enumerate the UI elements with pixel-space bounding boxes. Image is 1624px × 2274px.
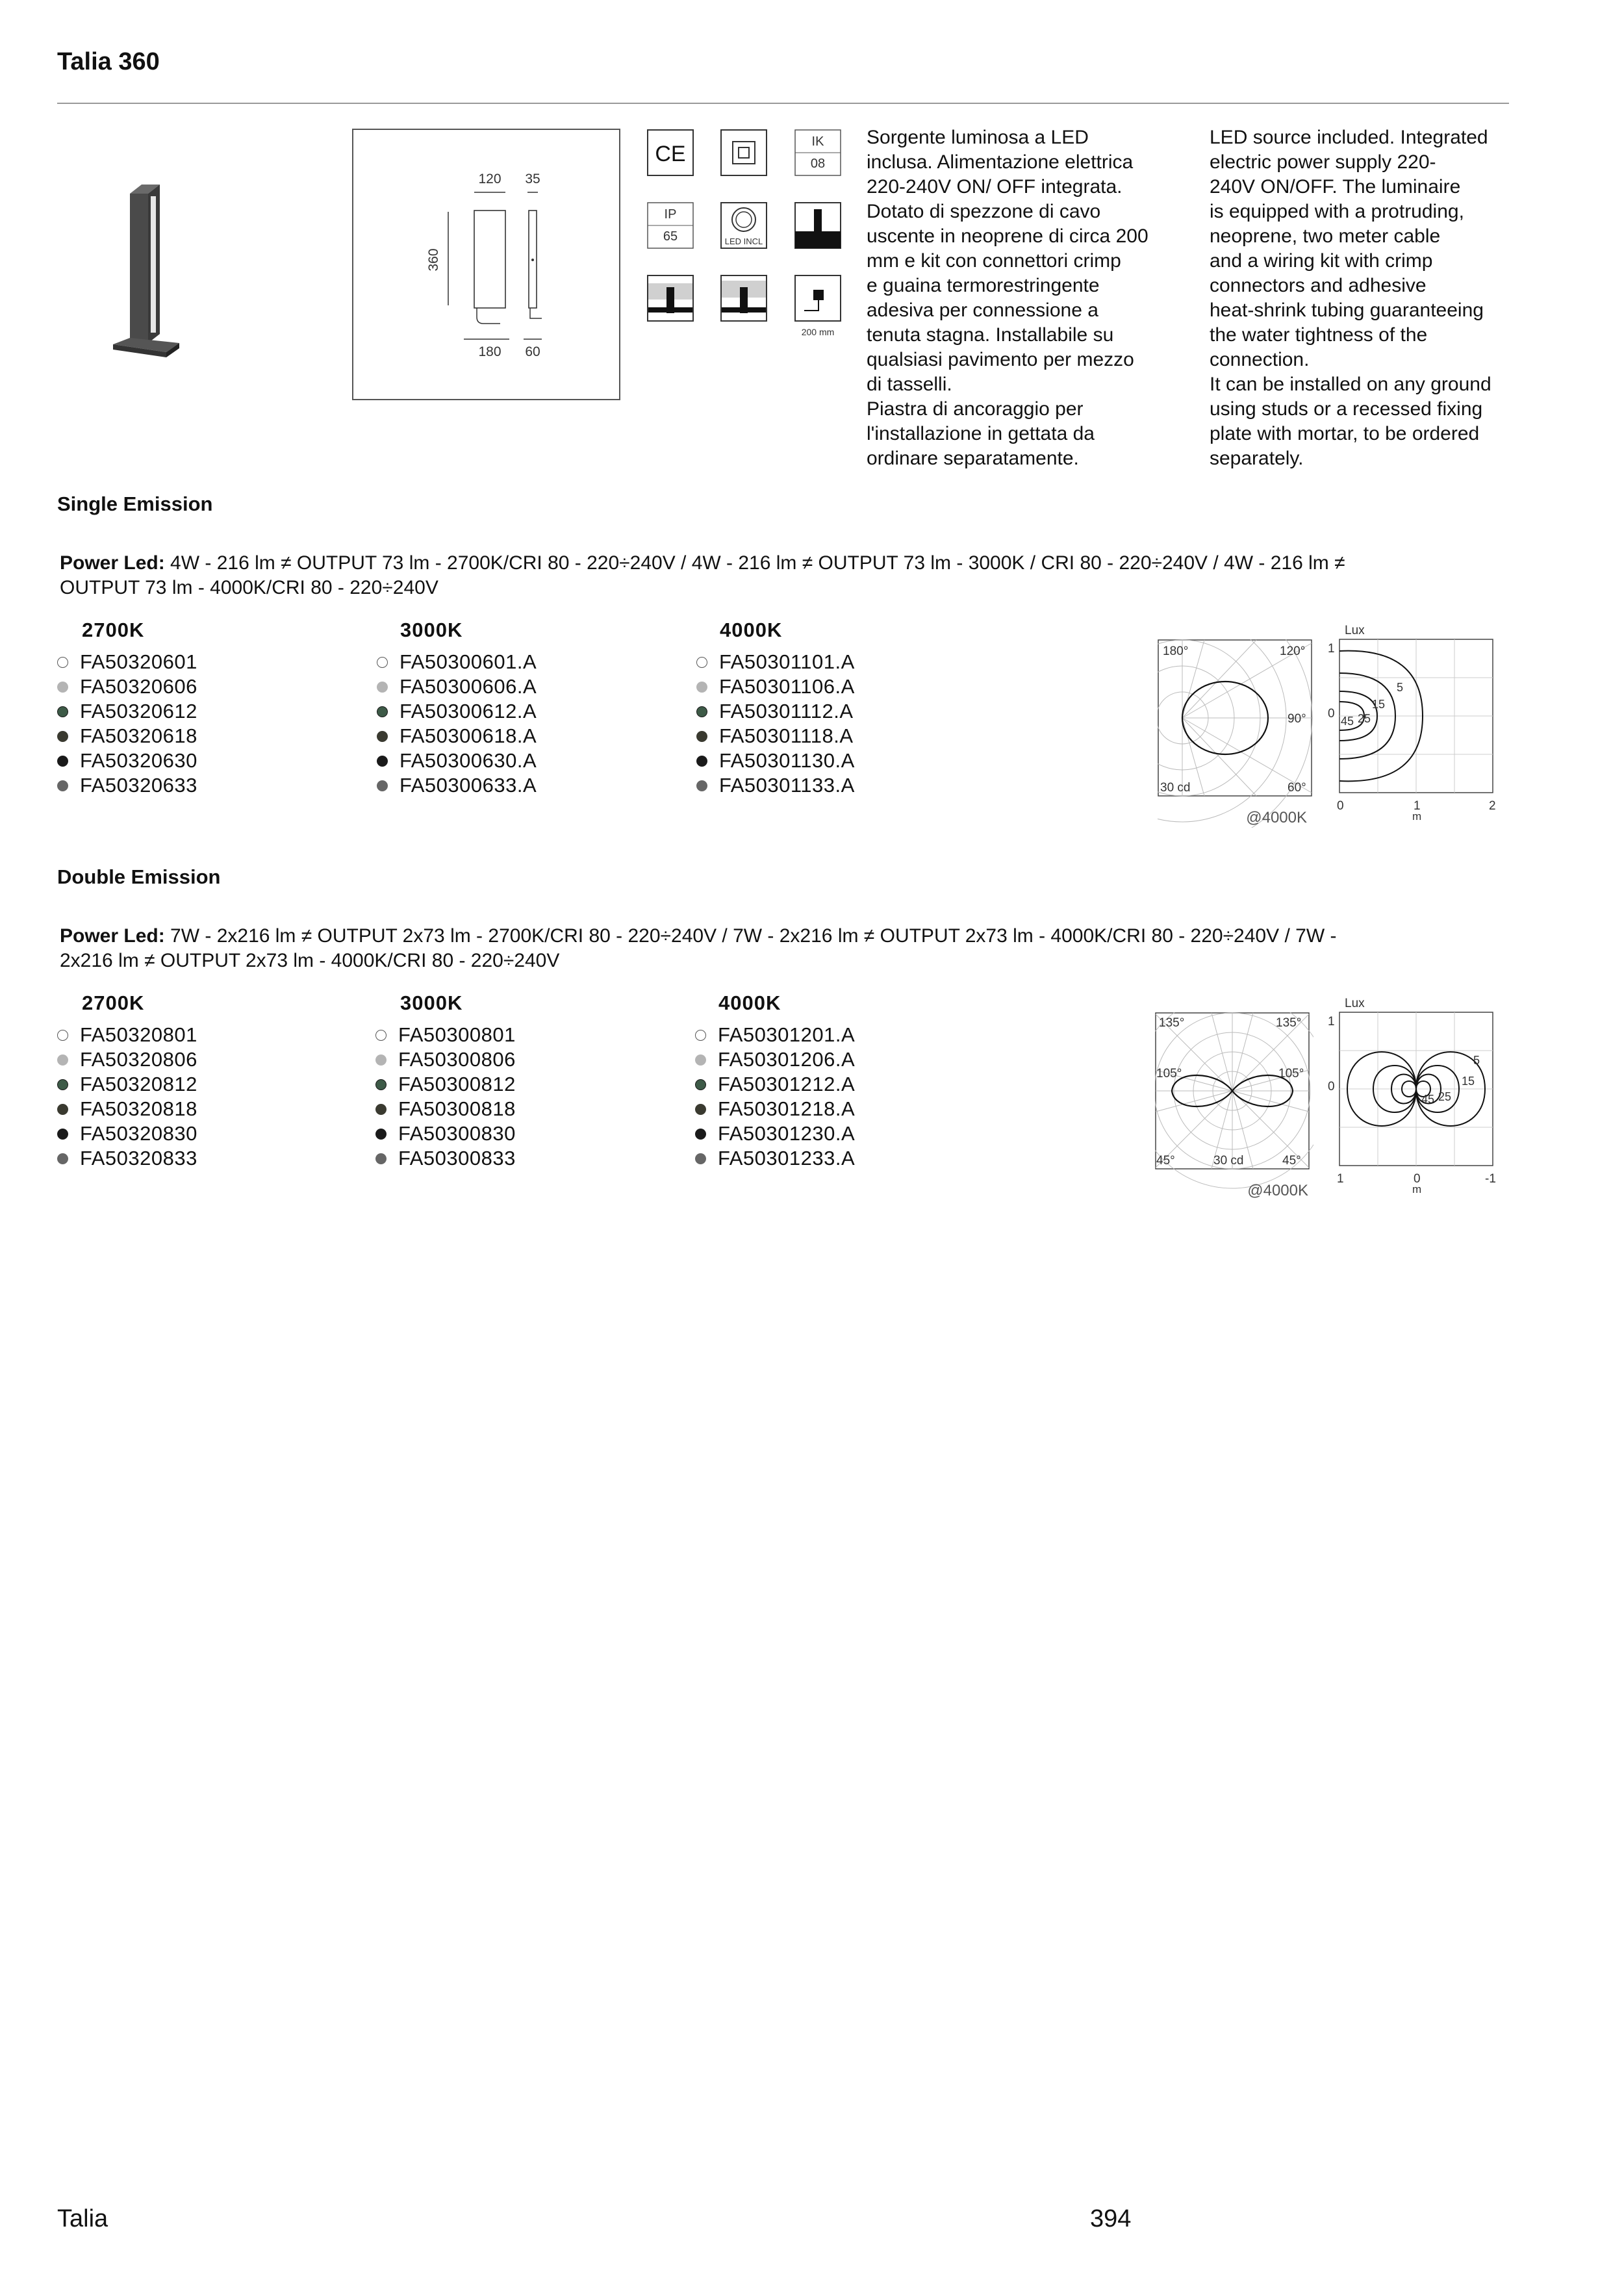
- double-polar-diagram: [1155, 1012, 1313, 1201]
- text-line: Dotato di spezzone di cavo: [867, 201, 1101, 222]
- finish-swatch: [377, 756, 388, 767]
- list-item: [696, 650, 855, 674]
- color-temp-note: @4000K: [1246, 809, 1307, 826]
- product-code: FA50301201.A: [718, 1023, 856, 1046]
- list-item: [377, 724, 537, 748]
- finish-swatch: [57, 780, 68, 791]
- single-power-spec: [60, 551, 1502, 600]
- polar-label: 105°: [1156, 1067, 1182, 1080]
- lux-axis-label: 0: [1328, 1080, 1335, 1093]
- list-item: [695, 1047, 855, 1072]
- product-code: FA50300633.A: [400, 774, 537, 797]
- finish-swatch: [57, 682, 68, 693]
- lux-axis-label: 0: [1414, 1172, 1421, 1186]
- column-header: 4000K: [718, 991, 781, 1014]
- product-code: FA50320633: [80, 774, 197, 797]
- list-item: [57, 1023, 197, 1047]
- product-code: FA50300630.A: [400, 749, 537, 772]
- text-line: inclusa. Alimentazione elettrica: [867, 151, 1134, 173]
- finish-swatch: [57, 1079, 68, 1090]
- finish-swatch: [375, 1030, 387, 1041]
- double-code-list-4000k: [695, 1023, 855, 1171]
- text-line: e guaina termorestringente: [867, 275, 1100, 296]
- list-item: [57, 674, 197, 699]
- text-line: Piastra di ancoraggio per: [867, 398, 1084, 420]
- text-line: 240V ON/OFF. The luminaire: [1210, 176, 1461, 198]
- product-code: FA50300606.A: [400, 675, 537, 698]
- text-line: separately.: [1210, 448, 1304, 469]
- page-number: 394: [1090, 2205, 1132, 2232]
- text-line: uscente in neoprene di circa 200: [867, 225, 1148, 247]
- list-item: [57, 699, 197, 724]
- list-item: [377, 699, 537, 724]
- product-code: FA50301130.A: [719, 749, 855, 772]
- finish-swatch: [377, 657, 388, 668]
- product-code: FA50300830: [398, 1122, 516, 1145]
- list-item: [695, 1097, 855, 1121]
- lux-unit: m: [1412, 1183, 1422, 1195]
- power-line: OUTPUT 73 lm - 4000K/CRI 80 - 220÷240V: [60, 577, 438, 598]
- dim-depth-top: 35: [525, 172, 540, 186]
- contour-label: 5: [1473, 1054, 1480, 1067]
- product-code: FA50300833: [398, 1147, 516, 1169]
- product-image: [104, 182, 208, 377]
- polar-label: 30 cd: [1160, 781, 1191, 795]
- ip-label: IP: [664, 207, 677, 222]
- technical-drawing: [352, 129, 620, 400]
- lux-axis-label: 0: [1328, 707, 1335, 721]
- product-code: FA50300801: [398, 1023, 516, 1046]
- double-col-4000k: [718, 991, 781, 1015]
- list-item: [57, 1097, 197, 1121]
- polar-label: 45°: [1282, 1154, 1301, 1168]
- finish-swatch: [57, 1054, 68, 1066]
- polar-label: 30 cd: [1213, 1154, 1244, 1168]
- product-code: FA50320833: [80, 1147, 197, 1169]
- finish-swatch: [57, 1104, 68, 1115]
- product-code: FA50300818: [398, 1097, 516, 1120]
- power-label: Power Led:: [60, 925, 165, 947]
- text-line: electric power supply 220-: [1210, 151, 1436, 173]
- lux-title: Lux: [1345, 997, 1365, 1010]
- list-item: [695, 1072, 855, 1097]
- single-emission-heading: Single Emission: [57, 492, 213, 515]
- finish-swatch: [377, 731, 388, 742]
- list-item: [57, 773, 197, 798]
- color-temp-note: @4000K: [1247, 1182, 1308, 1199]
- product-code: FA50301212.A: [718, 1073, 856, 1095]
- product-code: FA50300812: [398, 1073, 516, 1095]
- lux-axis-label: 1: [1328, 642, 1335, 656]
- text-line: Sorgente luminosa a LED: [867, 127, 1089, 148]
- list-item: [375, 1121, 516, 1146]
- product-code: FA50320612: [80, 700, 197, 722]
- text-line: 220-240V ON/ OFF integrata.: [867, 176, 1123, 198]
- column-header: 3000K: [400, 991, 463, 1014]
- finish-swatch: [695, 1129, 706, 1140]
- power-line: 7W - 2x216 lm ≠ OUTPUT 2x73 lm - 2700K/CRI 80 - 220÷240V / 7W - 2x216 lm ≠ OUTPUT 2x73 lm - 4000K/CRI 80 - 220÷240V / 7W -: [164, 925, 1337, 947]
- single-col-3000k: [400, 619, 463, 642]
- double-col-2700k: [82, 991, 144, 1015]
- polar-label: 135°: [1159, 1016, 1185, 1030]
- lux-axis-label: 1: [1337, 1172, 1344, 1186]
- product-code: FA50301233.A: [718, 1147, 856, 1169]
- finish-swatch: [695, 1153, 706, 1164]
- polar-label: 120°: [1280, 645, 1306, 658]
- finish-swatch: [57, 1129, 68, 1140]
- double-col-3000k: [400, 991, 463, 1015]
- finish-swatch: [57, 1153, 68, 1164]
- list-item: [375, 1047, 516, 1072]
- product-code: FA50301218.A: [718, 1097, 856, 1120]
- product-code: FA50320601: [80, 650, 197, 673]
- text-line: di tasselli.: [867, 374, 952, 395]
- product-code: FA50300601.A: [400, 650, 537, 673]
- text-line: connection.: [1210, 349, 1310, 370]
- description-english: [1210, 125, 1515, 471]
- contour-label: 5: [1397, 681, 1404, 694]
- polar-label: 135°: [1276, 1016, 1302, 1030]
- text-line: using studs or a recessed fixing: [1210, 398, 1483, 420]
- polar-label: 105°: [1278, 1067, 1304, 1080]
- finish-swatch: [696, 682, 707, 693]
- finish-swatch: [696, 780, 707, 791]
- product-code: FA50320812: [80, 1073, 197, 1095]
- finish-swatch: [696, 657, 707, 668]
- list-item: [57, 1047, 197, 1072]
- list-item: [57, 748, 197, 773]
- list-item: [375, 1072, 516, 1097]
- product-code: FA50301112.A: [719, 700, 854, 722]
- text-line: connectors and adhesive: [1210, 275, 1427, 296]
- text-line: is equipped with a protruding,: [1210, 201, 1464, 222]
- product-code: FA50320630: [80, 749, 197, 772]
- ce-mark-icon: CE: [655, 142, 686, 166]
- polar-label: 90°: [1288, 712, 1306, 726]
- list-item: [57, 1072, 197, 1097]
- ik-label: IK: [811, 134, 824, 149]
- list-item: [695, 1121, 855, 1146]
- list-item: [377, 650, 537, 674]
- list-item: [375, 1146, 516, 1171]
- contour-label: 25: [1438, 1090, 1452, 1103]
- lux-axis-label: 1: [1414, 799, 1421, 813]
- product-code: FA50300612.A: [400, 700, 537, 722]
- product-code: FA50301133.A: [719, 774, 855, 797]
- led-incl-label: LED INCL: [724, 236, 763, 246]
- list-item: [696, 674, 855, 699]
- dim-height: 360: [426, 248, 441, 272]
- product-code: FA50301118.A: [719, 724, 854, 747]
- product-code: FA50301101.A: [719, 650, 855, 673]
- finish-swatch: [375, 1153, 387, 1164]
- product-code: FA50300618.A: [400, 724, 537, 747]
- cable-length-label: 200 mm: [801, 327, 835, 337]
- single-polar-diagram: [1158, 639, 1313, 828]
- finish-swatch: [696, 706, 707, 717]
- finish-swatch: [695, 1054, 706, 1066]
- text-line: adesiva per connessione a: [867, 300, 1098, 321]
- dim-width-top: 120: [478, 172, 501, 186]
- product-code: FA50320818: [80, 1097, 197, 1120]
- contour-label: 15: [1372, 698, 1386, 711]
- product-code: FA50301230.A: [718, 1122, 856, 1145]
- column-header: 2700K: [82, 991, 145, 1014]
- finish-swatch: [696, 756, 707, 767]
- finish-swatch: [377, 780, 388, 791]
- contour-label: 45: [1421, 1093, 1435, 1106]
- finish-swatch: [695, 1079, 706, 1090]
- certification-icons: [643, 127, 851, 348]
- single-code-list-4000k: [696, 650, 855, 798]
- list-item: [696, 724, 855, 748]
- finish-swatch: [375, 1079, 387, 1090]
- finish-swatch: [57, 657, 68, 668]
- ik-value: 08: [810, 157, 826, 171]
- text-line: neoprene, two meter cable: [1210, 225, 1441, 247]
- page-title: Talia 360: [57, 48, 160, 75]
- polar-label: 45°: [1156, 1154, 1175, 1168]
- lux-axis-label: 0: [1337, 799, 1344, 813]
- single-code-list-3000k: [377, 650, 537, 798]
- product-code: FA50301106.A: [719, 675, 855, 698]
- list-item: [695, 1023, 855, 1047]
- list-item: [57, 1121, 197, 1146]
- header-divider: [57, 103, 1509, 104]
- finish-swatch: [57, 756, 68, 767]
- list-item: [57, 650, 197, 674]
- list-item: [375, 1097, 516, 1121]
- finish-swatch: [695, 1030, 706, 1041]
- list-item: [696, 748, 855, 773]
- column-header: 2700K: [82, 619, 145, 641]
- dim-width-bottom: 180: [478, 344, 501, 359]
- list-item: [57, 724, 197, 748]
- finish-swatch: [695, 1104, 706, 1115]
- ground-mount-icon: [814, 209, 822, 235]
- power-label: Power Led:: [60, 552, 165, 574]
- text-line: mm e kit con connettori crimp: [867, 250, 1121, 272]
- text-line: and a wiring kit with crimp: [1210, 250, 1433, 272]
- lux-unit: m: [1412, 810, 1422, 823]
- finish-swatch: [375, 1129, 387, 1140]
- text-line: l'installazione in gettata da: [867, 423, 1095, 444]
- lux-title: Lux: [1345, 624, 1365, 637]
- single-emission-icon: [666, 287, 674, 313]
- cable-icon: [813, 290, 824, 300]
- single-lux-diagram: [1325, 621, 1507, 829]
- list-item: [377, 748, 537, 773]
- text-line: LED source included. Integrated: [1210, 127, 1488, 148]
- finish-swatch: [57, 1030, 68, 1041]
- dim-depth-bottom: 60: [525, 344, 540, 359]
- single-col-4000k: [720, 619, 782, 642]
- product-code: FA50320606: [80, 675, 197, 698]
- contour-label: 45: [1341, 715, 1354, 728]
- power-line: 2x216 lm ≠ OUTPUT 2x73 lm - 4000K/CRI 80 - 220÷240V: [60, 950, 560, 971]
- finish-swatch: [377, 682, 388, 693]
- single-code-list-2700k: [57, 650, 197, 798]
- product-code: FA50320801: [80, 1023, 197, 1046]
- lux-axis-label: -1: [1485, 1172, 1496, 1186]
- list-item: [696, 773, 855, 798]
- product-code: FA50320806: [80, 1048, 197, 1071]
- contour-label: 25: [1358, 712, 1371, 725]
- product-code: FA50301206.A: [718, 1048, 856, 1071]
- text-line: the water tightness of the: [1210, 324, 1428, 346]
- text-line: ordinare separatamente.: [867, 448, 1079, 469]
- finish-swatch: [696, 731, 707, 742]
- finish-swatch: [375, 1054, 387, 1066]
- finish-swatch: [377, 706, 388, 717]
- double-code-list-3000k: [375, 1023, 516, 1171]
- text-line: heat-shrink tubing guaranteeing: [1210, 300, 1484, 321]
- lux-axis-label: 1: [1328, 1015, 1335, 1028]
- footer-collection-name: Talia: [57, 2205, 108, 2232]
- lux-axis-label: 2: [1489, 799, 1496, 813]
- double-code-list-2700k: [57, 1023, 197, 1171]
- polar-label: 180°: [1163, 645, 1189, 658]
- column-header: 3000K: [400, 619, 463, 641]
- list-item: [57, 1146, 197, 1171]
- single-col-2700k: [82, 619, 144, 642]
- text-line: It can be installed on any ground: [1210, 374, 1491, 395]
- double-emission-icon: [740, 287, 748, 313]
- list-item: [696, 699, 855, 724]
- ip-value: 65: [663, 229, 678, 244]
- list-item: [375, 1023, 516, 1047]
- contour-label: 15: [1462, 1075, 1475, 1088]
- product-code: FA50320830: [80, 1122, 197, 1145]
- text-line: plate with mortar, to be ordered: [1210, 423, 1480, 444]
- column-header: 4000K: [720, 619, 783, 641]
- double-emission-heading: Double Emission: [57, 865, 221, 888]
- text-line: tenuta stagna. Installabile su: [867, 324, 1114, 346]
- product-code: FA50320618: [80, 724, 197, 747]
- description-italian: [867, 125, 1198, 471]
- list-item: [377, 674, 537, 699]
- power-line: 4W - 216 lm ≠ OUTPUT 73 lm - 2700K/CRI 80 - 220÷240V / 4W - 216 lm ≠ OUTPUT 73 lm - 3000K / CRI 80 - 220÷240V / 4W - 216 lm ≠: [164, 552, 1345, 574]
- polar-label: 60°: [1288, 781, 1306, 795]
- finish-swatch: [57, 731, 68, 742]
- product-code: FA50300806: [398, 1048, 516, 1071]
- text-line: qualsiasi pavimento per mezzo: [867, 349, 1134, 370]
- double-lux-diagram: [1325, 994, 1507, 1202]
- finish-swatch: [57, 706, 68, 717]
- list-item: [377, 773, 537, 798]
- finish-swatch: [375, 1104, 387, 1115]
- double-power-spec: [60, 924, 1502, 973]
- list-item: [695, 1146, 855, 1171]
